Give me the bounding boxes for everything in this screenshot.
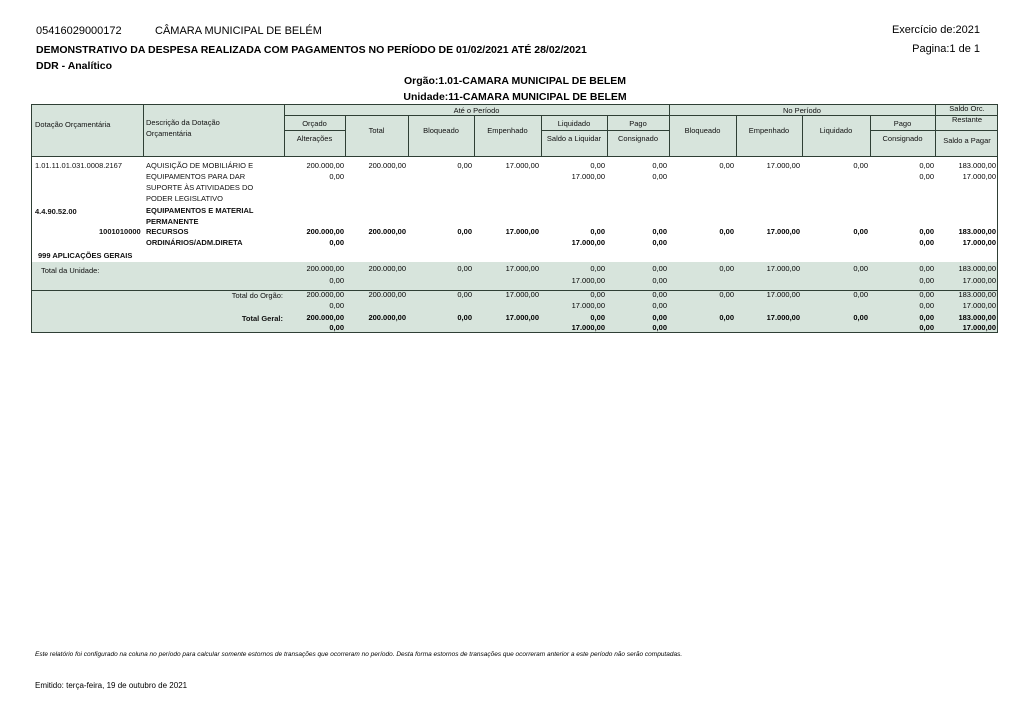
total-geral-value-line2: 17.000,00	[962, 323, 996, 332]
total-orgao-value: 183.000,00	[958, 290, 996, 299]
total-orgao-value: 0,00	[719, 290, 734, 299]
total-unidade-value: 0,00	[652, 264, 667, 273]
row2-value-line2: 17.000,00	[571, 238, 605, 247]
total-unidade-value-line2: 0,00	[329, 276, 344, 285]
col-np-liquidado: Liquidado	[819, 126, 853, 135]
row2-value: 17.000,00	[505, 227, 539, 236]
total-geral-value: 17.000,00	[766, 313, 800, 322]
total-orgao-label: Total do Orgão:	[231, 291, 283, 300]
row2-value: 183.000,00	[958, 227, 996, 236]
total-unidade-value: 183.000,00	[958, 264, 996, 273]
total-geral-value: 0,00	[590, 313, 605, 322]
total-orgao-value: 0,00	[457, 290, 472, 299]
total-geral-value: 17.000,00	[505, 313, 539, 322]
row1-value: 0,00	[919, 161, 934, 170]
total-geral-value-line2: 0,00	[652, 323, 667, 332]
col-bloqueado: Bloqueado	[423, 126, 459, 135]
col-saldo-liquidar: Saldo a Liquidar	[546, 134, 602, 143]
row1-descricao: AQUISIÇÃO DE MOBILIÁRIO E EQUIPAMENTOS PARA DAR SUPORTE ÀS ATIVIDADES DO PODER LEGISLATIVO	[146, 161, 254, 203]
row2-value: 0,00	[853, 227, 868, 236]
total-orgao-value-line2: 0,00	[652, 301, 667, 310]
total-unidade-value: 0,00	[853, 264, 868, 273]
document-code: 05416029000172	[36, 25, 122, 37]
total-unidade-value: 0,00	[457, 264, 472, 273]
row2-descricao: EQUIPAMENTOS E MATERIAL PERMANENTE	[146, 206, 254, 226]
row1-value: 17.000,00	[766, 161, 800, 170]
row1-value: 0,00	[652, 161, 667, 170]
total-geral-value: 183.000,00	[958, 313, 996, 322]
total-orgao-value-line2: 17.000,00	[962, 301, 996, 310]
row1-value-line2: 0,00	[652, 172, 667, 181]
orgao-title: Orgão:1.01-CAMARA MUNICIPAL DE BELEM	[403, 75, 627, 87]
row2-value: 17.000,00	[766, 227, 800, 236]
row2-value: 0,00	[652, 227, 667, 236]
col-dotacao: Dotação Orçamentária	[35, 120, 111, 129]
row1-value: 200.000,00	[368, 161, 406, 170]
total-geral-value-line2: 0,00	[329, 323, 344, 332]
row2-fonte-desc: RECURSOS ORDINÁRIOS/ADM.DIRETA	[146, 227, 243, 247]
page-number: Pagina:1 de 1	[912, 43, 980, 55]
total-orgao-value: 0,00	[652, 290, 667, 299]
total-orgao-value-line2: 17.000,00	[571, 301, 605, 310]
total-unidade-value: 0,00	[919, 264, 934, 273]
col-pago: Pago	[629, 119, 647, 128]
total-unidade-value-line2: 17.000,00	[571, 276, 605, 285]
row2-fonte: 1001010000	[99, 227, 141, 236]
total-geral-value: 0,00	[919, 313, 934, 322]
col-consignado: Consignado	[617, 134, 659, 143]
total-orgao-value: 200.000,00	[306, 290, 344, 299]
col-orcado: Orçado	[302, 119, 327, 128]
exercise-year: Exercício de:2021	[891, 24, 980, 36]
row2-aplicacao: 999 APLICAÇÕES GERAIS	[38, 251, 133, 260]
total-orgao-value: 17.000,00	[505, 290, 539, 299]
unidade-title: Unidade:11-CAMARA MUNICIPAL DE BELEM	[403, 91, 627, 103]
total-orgao-value: 17.000,00	[766, 290, 800, 299]
row2-value: 0,00	[719, 227, 734, 236]
row2-value-line2: 0,00	[919, 238, 934, 247]
col-group-ate-periodo: Até o Período	[453, 106, 500, 115]
total-unidade-value: 17.000,00	[505, 264, 539, 273]
row1-value: 0,00	[853, 161, 868, 170]
row1-value-line2: 17.000,00	[962, 172, 996, 181]
total-orgao-value-line2: 0,00	[919, 301, 934, 310]
total-geral-value-line2: 17.000,00	[571, 323, 605, 332]
total-geral-value: 0,00	[457, 313, 472, 322]
row1-value-line2: 0,00	[329, 172, 344, 181]
row1-value: 17.000,00	[505, 161, 539, 170]
row1-value: 0,00	[719, 161, 734, 170]
total-unidade-value: 0,00	[590, 264, 605, 273]
col-alteracoes: Alterações	[296, 134, 333, 143]
total-geral-value: 0,00	[652, 313, 667, 322]
total-geral-label: Total Geral:	[241, 314, 283, 323]
total-unidade-value: 0,00	[719, 264, 734, 273]
total-unidade-value: 200.000,00	[306, 264, 344, 273]
total-geral-value: 0,00	[853, 313, 868, 322]
row2-value: 200.000,00	[306, 227, 344, 236]
row1-value: 183.000,00	[958, 161, 996, 170]
row2-value: 0,00	[457, 227, 472, 236]
footer-emitido: Emitido: terça-feira, 19 de outubro de 2021	[35, 681, 188, 690]
row1-value: 0,00	[590, 161, 605, 170]
total-geral-value: 0,00	[719, 313, 734, 322]
total-unidade-value: 17.000,00	[766, 264, 800, 273]
col-descricao: Descrição da Dotação Orçamentária	[146, 118, 220, 138]
row2-value: 0,00	[919, 227, 934, 236]
total-geral-value-line2: 0,00	[919, 323, 934, 332]
row2-value: 200.000,00	[368, 227, 406, 236]
col-total: Total	[368, 126, 385, 135]
total-unidade-label: Total da Unidade:	[41, 266, 100, 275]
col-np-empenhado: Empenhado	[748, 126, 790, 135]
row2-value-line2: 17.000,00	[962, 238, 996, 247]
total-orgao-value-line2: 0,00	[329, 301, 344, 310]
total-unidade-value-line2: 17.000,00	[962, 276, 996, 285]
row2-value-line2: 0,00	[652, 238, 667, 247]
row1-value-line2: 0,00	[919, 172, 934, 181]
footer-note: Este relatório foi configurado na coluna no período para calcular somente estornos de transações que ocorreram no período. Desta forma estornos de transações que ocorreram anterior a este período não serão computadas.	[35, 651, 683, 658]
report-subtitle: DDR - Analítico	[36, 60, 113, 72]
total-unidade-value-line2: 0,00	[652, 276, 667, 285]
row1-value: 200.000,00	[306, 161, 344, 170]
total-orgao-value: 0,00	[919, 290, 934, 299]
col-np-pago: Pago	[893, 119, 912, 128]
total-geral-value: 200.000,00	[368, 313, 406, 322]
total-orgao-value: 0,00	[590, 290, 605, 299]
row1-value: 0,00	[457, 161, 472, 170]
row2-value-line2: 0,00	[329, 238, 344, 247]
col-empenhado: Empenhado	[487, 126, 528, 135]
col-group-no-periodo: No Período	[783, 106, 821, 115]
total-orgao-value: 0,00	[853, 290, 868, 299]
col-np-consignado: Consignado	[882, 134, 923, 143]
total-unidade-value-line2: 0,00	[919, 276, 934, 285]
row2-natureza: 4.4.90.52.00	[35, 207, 77, 216]
total-orgao-value: 200.000,00	[368, 290, 406, 299]
row2-value: 0,00	[590, 227, 605, 236]
total-unidade-value: 200.000,00	[368, 264, 406, 273]
row1-value-line2: 17.000,00	[571, 172, 605, 181]
total-geral-value: 200.000,00	[306, 313, 344, 322]
col-saldo-pagar: Saldo a Pagar	[943, 136, 991, 145]
report-title: DEMONSTRATIVO DA DESPESA REALIZADA COM PAGAMENTOS NO PERÍODO DE 01/02/2021 ATÉ 28/02/2021	[36, 44, 587, 56]
entity-name: CÂMARA MUNICIPAL DE BELÉM	[155, 25, 322, 37]
row1-dotacao: 1.01.11.01.031.0008.2167	[35, 161, 123, 170]
col-liquidado: Liquidado	[557, 119, 591, 128]
col-saldo-orc: Saldo Orc. Restante	[949, 104, 985, 124]
col-np-bloqueado: Bloqueado	[684, 126, 721, 135]
